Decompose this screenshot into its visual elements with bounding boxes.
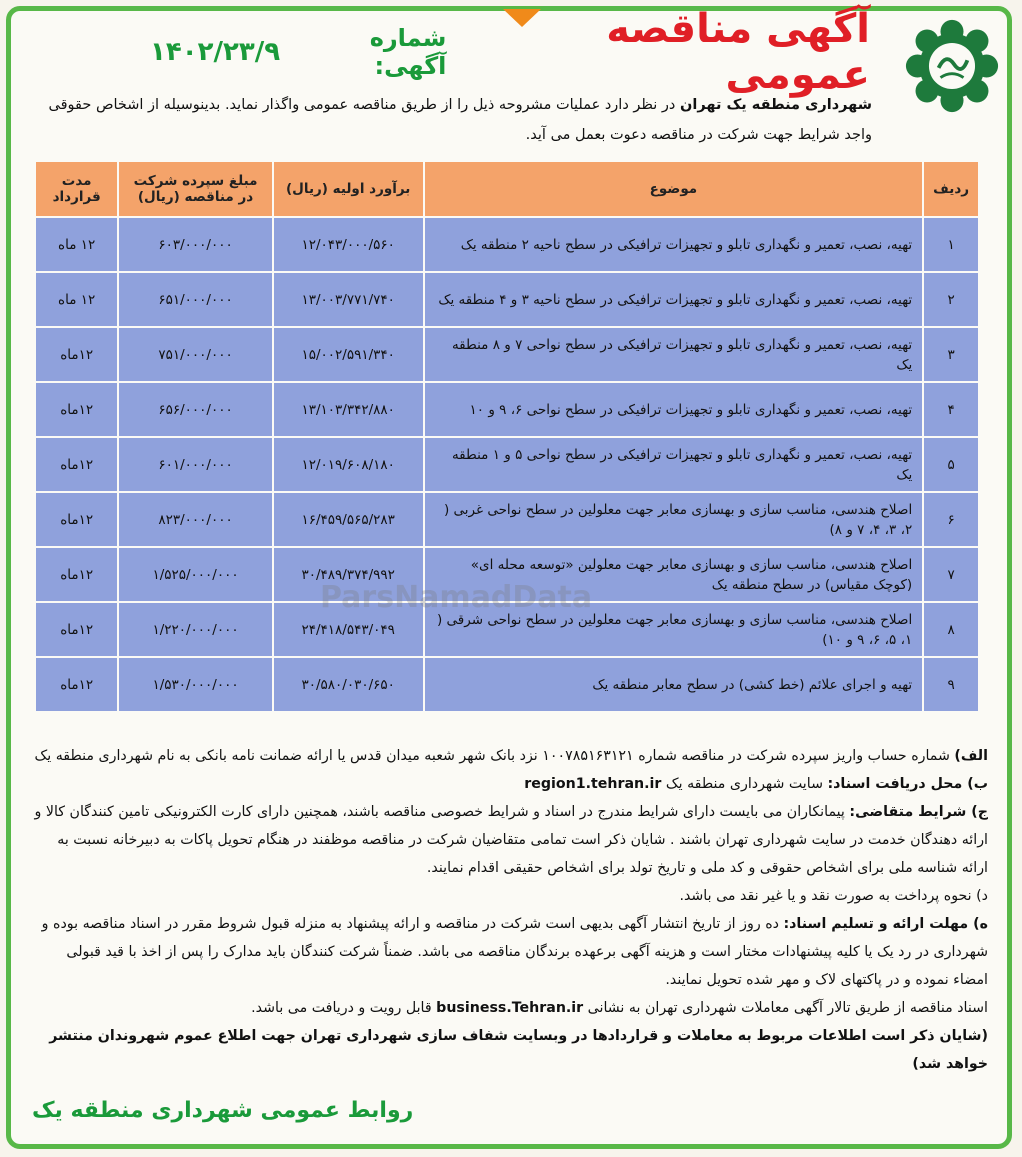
note-c-label: ج) شرایط متقاضی: bbox=[849, 804, 988, 820]
table-row bbox=[35, 327, 979, 382]
table-row bbox=[35, 382, 979, 437]
note-a-text: شماره حساب واریز سپرده شرکت در مناقصه شماره ۱۰۰۷۸۵۱۶۳۱۲۱ نزد بانک شهر شعبه میدان قدس یا ارائه ضمانت نامه بانکی به نام شهرداری منطقه یک bbox=[34, 748, 955, 764]
cell-duration: ۱۲ماه bbox=[35, 602, 118, 657]
cell-row-number: ۴ bbox=[923, 382, 979, 437]
cell-subject: اصلاح هندسی، مناسب سازی و بهسازی معابر جهت معلولین «توسعه محله ای» (کوچک مقیاس) در سطح منطقه یک bbox=[424, 547, 924, 602]
header-duration: مدت قرارداد bbox=[35, 161, 118, 217]
note-e-label: ه) مهلت ارائه و تسلیم اسناد: bbox=[783, 916, 988, 932]
notice-number-label: شماره آگهی: bbox=[369, 24, 447, 80]
cell-estimate: ۱۳/۰۰۳/۷۷۱/۷۴۰ bbox=[273, 272, 424, 327]
cell-subject: اصلاح هندسی، مناسب سازی و بهسازی معابر جهت معلولین در سطح نواحی غربی ( ۲، ۳، ۴، ۷ و ۸) bbox=[424, 492, 924, 547]
table-header-row bbox=[35, 161, 979, 217]
cell-deposit: ۶۰۳/۰۰۰/۰۰۰ bbox=[118, 217, 272, 272]
cell-duration: ۱۲ماه bbox=[35, 547, 118, 602]
cell-subject: تهیه، نصب، تعمیر و نگهداری تابلو و تجهیزات ترافیکی در سطح ناحیه ۲ منطقه یک bbox=[424, 217, 924, 272]
note-g bbox=[30, 1022, 988, 1078]
note-g-text: (شایان ذکر است اطلاعات مربوط به معاملات و قراردادها در وبسایت شفاف سازی شهرداری تهران جهت اطلاع عموم شهروندان منتشر خواهد شد) bbox=[49, 1028, 988, 1072]
intro-org: شهرداری منطقه یک تهران bbox=[680, 97, 872, 113]
table-row bbox=[35, 217, 979, 272]
cell-estimate: ۲۴/۴۱۸/۵۴۳/۰۴۹ bbox=[273, 602, 424, 657]
cell-subject: تهیه و اجرای علائم (خط کشی) در سطح معابر منطقه یک bbox=[424, 657, 924, 712]
table-row bbox=[35, 492, 979, 547]
table-row bbox=[35, 272, 979, 327]
header-deposit: مبلغ سپرده شرکت در مناقصه (ریال) bbox=[118, 161, 272, 217]
note-a-label: الف) bbox=[954, 748, 988, 764]
cell-row-number: ۳ bbox=[923, 327, 979, 382]
cell-estimate: ۱۳/۱۰۳/۳۴۲/۸۸۰ bbox=[273, 382, 424, 437]
cell-estimate: ۱۲/۰۱۹/۶۰۸/۱۸۰ bbox=[273, 437, 424, 492]
cell-row-number: ۹ bbox=[923, 657, 979, 712]
note-f-text-2: قابل رویت و دریافت می باشد. bbox=[251, 1000, 437, 1016]
cell-row-number: ۶ bbox=[923, 492, 979, 547]
cell-row-number: ۵ bbox=[923, 437, 979, 492]
note-f-text-1: اسناد مناقصه از طریق تالار آگهی معاملات شهرداری تهران به نشانی bbox=[583, 1000, 988, 1016]
cell-deposit: ۶۵۱/۰۰۰/۰۰۰ bbox=[118, 272, 272, 327]
watermark-text: ParsNamadData bbox=[320, 580, 593, 615]
note-f-site-link[interactable]: business.Tehran.ir bbox=[436, 1000, 584, 1016]
tenders-table bbox=[34, 160, 980, 713]
cell-subject: تهیه، نصب، تعمیر و نگهداری تابلو و تجهیزات ترافیکی در سطح ناحیه ۳ و ۴ منطقه یک bbox=[424, 272, 924, 327]
table-body bbox=[35, 217, 979, 712]
cell-row-number: ۷ bbox=[923, 547, 979, 602]
cell-deposit: ۷۵۱/۰۰۰/۰۰۰ bbox=[118, 327, 272, 382]
cell-duration: ۱۲ماه bbox=[35, 437, 118, 492]
cell-duration: ۱۲ماه bbox=[35, 327, 118, 382]
note-c bbox=[30, 798, 988, 882]
note-b-site-link[interactable]: region1.tehran.ir bbox=[524, 776, 662, 792]
table-row bbox=[35, 547, 979, 602]
cell-estimate: ۱۲/۰۴۳/۰۰۰/۵۶۰ bbox=[273, 217, 424, 272]
cell-deposit: ۱/۵۲۵/۰۰۰/۰۰۰ bbox=[118, 547, 272, 602]
cell-estimate: ۱۶/۴۵۹/۵۶۵/۲۸۳ bbox=[273, 492, 424, 547]
cell-duration: ۱۲ماه bbox=[35, 492, 118, 547]
cell-row-number: ۸ bbox=[923, 602, 979, 657]
cell-estimate: ۱۵/۰۰۲/۵۹۱/۳۴۰ bbox=[273, 327, 424, 382]
cell-deposit: ۶۵۶/۰۰۰/۰۰۰ bbox=[118, 382, 272, 437]
note-b bbox=[30, 770, 988, 798]
cell-subject: تهیه، نصب، تعمیر و نگهداری تابلو و تجهیزات ترافیکی در سطح نواحی ۷ و ۸ منطقه یک bbox=[424, 327, 924, 382]
cell-deposit: ۱/۲۲۰/۰۰۰/۰۰۰ bbox=[118, 602, 272, 657]
cell-duration: ۱۲ماه bbox=[35, 657, 118, 712]
cell-deposit: ۶۰۱/۰۰۰/۰۰۰ bbox=[118, 437, 272, 492]
note-f bbox=[30, 994, 988, 1022]
note-b-text: سایت شهرداری منطقه یک bbox=[661, 776, 828, 792]
cell-subject: اصلاح هندسی، مناسب سازی و بهسازی معابر جهت معلولین در سطح نواحی شرقی ( ۱، ۵، ۶، ۹ و ۱۰) bbox=[424, 602, 924, 657]
note-c-text: پیمانکاران می بایست دارای شرایط مندرج در اسناد و شرایط خصوصی مناقصه باشند، همچنین دارای کارت الکترونیکی تامین کنندگان کالا و ارائه دهندگان خدمت در سایت شهرداری تهران باشند . شایان ذکر است تمامی متقاضیان شرکت در مناقصه موظفند در هنگام تحویل پاکات به دبیرخانه نسبت به ارائه شناسه ملی برای اشخاص حقوقی و کد ملی و تاریخ تولد برای اشخاص حقیقی اقدام نمایند. bbox=[34, 804, 988, 876]
note-a bbox=[30, 742, 988, 770]
note-d: د) نحوه پرداخت به صورت نقد و یا غیر نقد می باشد. bbox=[679, 888, 988, 904]
header-estimate: برآورد اولیه (ریال) bbox=[273, 161, 424, 217]
cell-row-number: ۱ bbox=[923, 217, 979, 272]
cell-estimate: ۳۰/۵۸۰/۰۳۰/۶۵۰ bbox=[273, 657, 424, 712]
notice-number-value: ۱۴۰۲/۲۳/۹ bbox=[150, 37, 281, 67]
notes-section bbox=[30, 742, 988, 1078]
cell-duration: ۱۲ ماه bbox=[35, 217, 118, 272]
table-row bbox=[35, 657, 979, 712]
note-e bbox=[30, 910, 988, 994]
note-e-text: ده روز از تاریخ انتشار آگهی بدیهی است شرکت در مناقصه و ارائه پیشنهاد به منزله قبول شروط مقرر در اسناد مناقصه بوده و شهرداری در رد یک یا کلیه پیشنهادات مختار است و هزینه آگهی برعهده برندگان مناقصه می باشد. ضمناً شرکت کنندگان باید مدارک را پس از اخذ با قید قبولی امضاء نموده و در پاکتهای لاک و مهر شده تحویل نمایند. bbox=[41, 916, 988, 988]
cell-duration: ۱۲ ماه bbox=[35, 272, 118, 327]
municipality-logo-icon bbox=[904, 18, 1000, 114]
cell-duration: ۱۲ماه bbox=[35, 382, 118, 437]
cell-deposit: ۸۲۳/۰۰۰/۰۰۰ bbox=[118, 492, 272, 547]
cell-estimate: ۳۰/۴۸۹/۳۷۴/۹۹۲ bbox=[273, 547, 424, 602]
note-b-label: ب) محل دریافت اسناد: bbox=[827, 776, 988, 792]
cell-subject: تهیه، نصب، تعمیر و نگهداری تابلو و تجهیزات ترافیکی در سطح نواحی ۵ و ۱ منطقه یک bbox=[424, 437, 924, 492]
header-row-number: ردیف bbox=[923, 161, 979, 217]
cell-row-number: ۲ bbox=[923, 272, 979, 327]
table-row bbox=[35, 437, 979, 492]
intro-text: در نظر دارد عملیات مشروحه ذیل را از طریق مناقصه عمومی واگذار نماید. بدینوسیله از اشخاص حقوقی واجد شرایط جهت شرکت در مناقصه دعوت بعمل می آید. bbox=[48, 97, 872, 143]
notice-title bbox=[150, 6, 870, 98]
cell-deposit: ۱/۵۳۰/۰۰۰/۰۰۰ bbox=[118, 657, 272, 712]
cell-subject: تهیه، نصب، تعمیر و نگهداری تابلو و تجهیزات ترافیکی در سطح نواحی ۶، ۹ و ۱۰ bbox=[424, 382, 924, 437]
intro-paragraph bbox=[32, 90, 872, 150]
table-row bbox=[35, 602, 979, 657]
title-text: آگهی مناقصه عمومی bbox=[606, 6, 870, 98]
header-subject: موضوع bbox=[424, 161, 924, 217]
public-relations-signature: روابط عمومی شهرداری منطقه یک bbox=[32, 1098, 414, 1123]
